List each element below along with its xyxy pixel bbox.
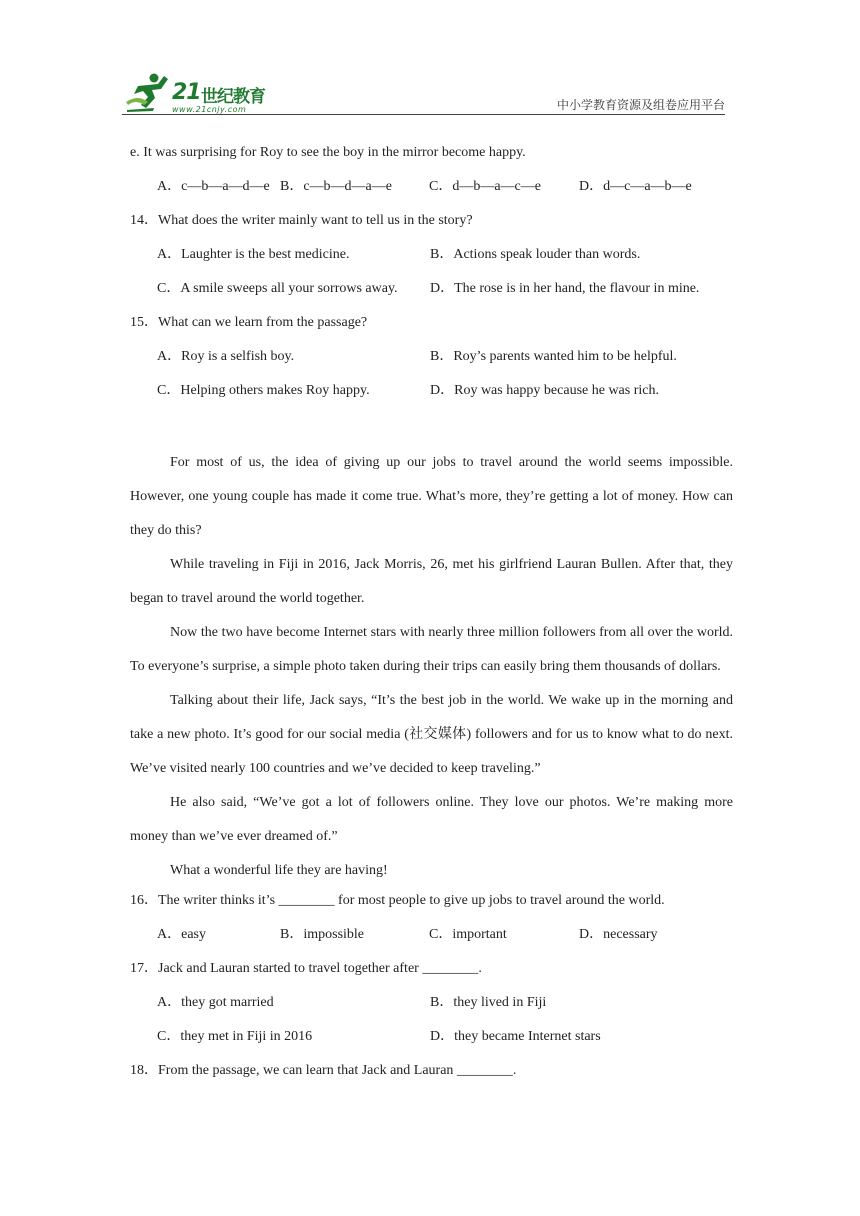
q14-option-a[interactable]: A．Laughter is the best medicine. [157,247,350,262]
logo-text: 世纪教育 [201,87,265,107]
q14-options-row2 [130,276,733,310]
q15-options-row2 [130,378,733,412]
q17-option-c[interactable]: C．they met in Fiji in 2016 [157,1029,313,1044]
passage-paragraph-text: He also said, “We’ve got a lot of followers online. They love our photos. We’re making more money than we’ve ever dreamed of.” [130,795,733,844]
passage-paragraph [130,548,733,616]
q14-option-c[interactable]: C．A smile sweeps all your sorrows away. [157,281,398,296]
document-body [130,140,733,1092]
q17-stem: 17．Jack and Lauran started to travel together after ________. [130,961,482,976]
q15-option-d[interactable]: D．Roy was happy because he was rich. [430,383,659,398]
q16-options [130,922,733,956]
passage-paragraph-text: For most of us, the idea of giving up our jobs to travel around the world seems impossible. However, one young couple has made it come true. What’s more, they’re getting a lot of money. How can they do this? [130,455,733,538]
q16-option-d[interactable]: D．necessary [579,927,658,942]
logo [122,70,292,116]
logo-url: www.21cnjy.com [172,105,247,114]
q17-options-row2 [130,1024,733,1058]
q14-option-b[interactable]: B．Actions speak louder than words. [430,247,641,262]
q16-option-c[interactable]: C．important [429,927,507,942]
q17-option-d[interactable]: D．they became Internet stars [430,1029,601,1044]
q17-option-a[interactable]: A．they got married [157,995,274,1010]
q17-option-b[interactable]: B．they lived in Fiji [430,995,547,1010]
passage-paragraph-text: Now the two have become Internet stars with nearly three million followers from all over the world. To everyone’s surprise, a simple photo taken during their trips can easily bring them thousands of dollars. [130,625,733,674]
q18-stem: 18．From the passage, we can learn that Jack and Lauran ________. [130,1063,517,1078]
section-spacer [130,412,733,446]
header-divider [122,114,725,115]
q14-stem: 14．What does the writer mainly want to tell us in the story? [130,213,473,228]
passage-paragraph [130,684,733,786]
q14-options-row1 [130,242,733,276]
passage-paragraph [130,854,733,888]
q16-option-b[interactable]: B．impossible [280,927,365,942]
q13-option-c[interactable]: C．d—b—a—c—e [429,179,541,194]
q13-option-d[interactable]: D．d—c—a—b—e [579,179,692,194]
q15-options-row1 [130,344,733,378]
q13-option-a[interactable]: A．c—b—a—d—e [157,179,270,194]
header-platform-text: 中小学教育资源及组卷应用平台 [556,98,725,112]
q16-stem: 16．The writer thinks it’s ________ for most people to give up jobs to travel around the world. [130,893,665,908]
passage-paragraph [130,786,733,854]
page-header [122,70,725,116]
logo-number: 21 [172,80,201,105]
passage-paragraph [130,616,733,684]
q14-option-d[interactable]: D．The rose is in her hand, the flavour in mine. [430,281,700,296]
q13-options [130,174,733,208]
q15-option-c[interactable]: C．Helping others makes Roy happy. [157,383,370,398]
q16-option-a[interactable]: A．easy [157,927,206,942]
q15-option-a[interactable]: A．Roy is a selfish boy. [157,349,295,364]
passage-paragraph-text: What a wonderful life they are having! [170,863,388,878]
q15-stem: 15．What can we learn from the passage? [130,315,368,330]
passage-paragraph [130,446,733,548]
passage-paragraph-text: Talking about their life, Jack says, “It’s the best job in the world. We wake up in the morning and take a new photo. It’s good for our social media (社交媒体) followers and for us to know what to do next. We’ve visited nearly 100 countries and we’ve decided to keep traveling.” [130,693,733,776]
q13-option-b[interactable]: B．c—b—d—a—e [280,179,392,194]
passage-paragraph-text: While traveling in Fiji in 2016, Jack Morris, 26, met his girlfriend Lauran Bullen. After that, they began to travel around the world together. [130,557,733,606]
q17-options-row1 [130,990,733,1024]
previous-item-e: e. It was surprising for Roy to see the boy in the mirror become happy. [130,145,526,160]
runner-logo-icon [124,72,172,112]
q15-option-b[interactable]: B．Roy’s parents wanted him to be helpful. [430,349,677,364]
